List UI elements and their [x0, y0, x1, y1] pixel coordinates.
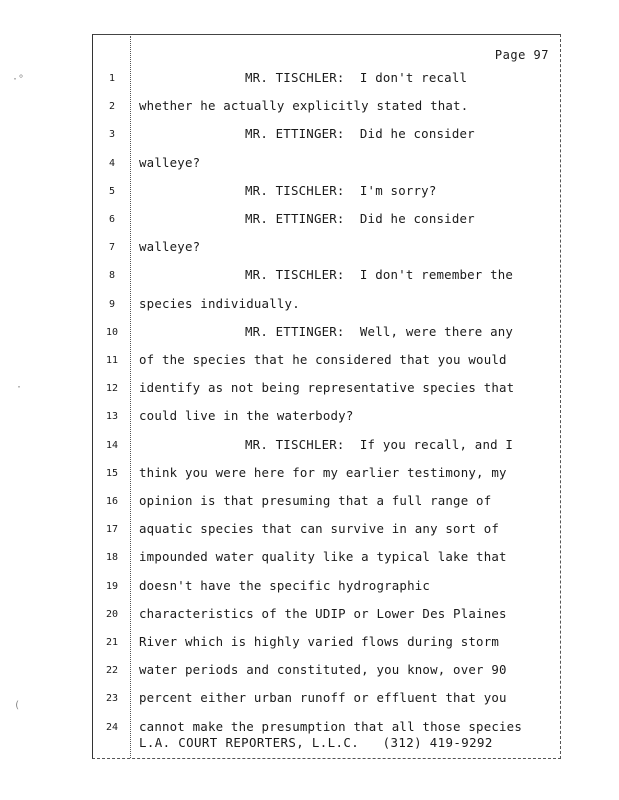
- transcript-line: [0, 211, 560, 231]
- line-number: 15: [105, 467, 119, 479]
- transcript-line: [0, 70, 560, 90]
- transcript-line: [0, 578, 560, 598]
- reporter-footer: L.A. COURT REPORTERS, L.L.C. (312) 419-9292: [139, 735, 493, 750]
- line-number: 16: [105, 496, 119, 507]
- transcript-line: [0, 606, 560, 626]
- transcript-line: [0, 493, 560, 513]
- line-text: cannot make the presumption that all those species: [139, 718, 522, 734]
- line-text: whether he actually explicitly stated that.: [139, 98, 469, 114]
- line-number: 5: [108, 185, 116, 197]
- line-number: 22: [105, 665, 119, 677]
- line-number: 2: [108, 101, 116, 113]
- line-text: walleye?: [139, 239, 201, 255]
- line-text: impounded water quality like a typical lake that: [139, 549, 507, 565]
- line-number: 6: [108, 214, 116, 225]
- line-number: 3: [108, 129, 116, 141]
- line-text: think you were here for my earlier testimony, my: [139, 464, 507, 480]
- line-text: opinion is that presuming that a full range of: [139, 493, 492, 508]
- line-number: 1: [108, 73, 116, 84]
- line-number: 13: [105, 411, 119, 423]
- transcript-line: [0, 408, 560, 428]
- transcript-line: [0, 437, 560, 457]
- transcript-line: [0, 98, 560, 118]
- line-number: 23: [105, 693, 119, 705]
- line-text: aquatic species that can survive in any sort of: [139, 521, 500, 537]
- line-text: MR. ETTINGER: Did he consider: [245, 211, 475, 226]
- line-text: water periods and constituted, you know, over 90: [139, 662, 507, 678]
- line-number: 17: [105, 524, 119, 536]
- transcript-line: [0, 690, 560, 710]
- transcript-line: [0, 634, 560, 654]
- line-text: River which is highly varied flows during storm: [139, 634, 500, 649]
- transcript-line: [0, 521, 560, 541]
- transcript-line: [0, 267, 560, 287]
- transcript-line: [0, 380, 560, 400]
- line-number: 24: [105, 721, 119, 733]
- line-text: could live in the waterbody?: [139, 408, 354, 424]
- line-text: doesn't have the specific hydrographic: [139, 577, 431, 593]
- line-text: MR. TISCHLER: I don't recall: [245, 70, 468, 85]
- line-text: MR. TISCHLER: I'm sorry?: [245, 182, 437, 198]
- line-number: 14: [105, 439, 119, 451]
- line-number: 9: [108, 298, 116, 310]
- line-text: MR. TISCHLER: I don't remember the: [245, 267, 514, 283]
- line-text: MR. ETTINGER: Well, were there any: [245, 323, 514, 339]
- page-number: Page 97: [494, 48, 549, 62]
- transcript-line: [0, 183, 560, 203]
- line-text: walleye?: [139, 154, 201, 170]
- line-text: MR. ETTINGER: Did he consider: [245, 126, 475, 142]
- scan-speck: (: [14, 700, 21, 711]
- transcript-line: [0, 324, 560, 344]
- line-number: 20: [105, 608, 119, 620]
- transcript-line: [0, 662, 560, 682]
- line-number: 8: [108, 270, 116, 282]
- scan-speck: ·: [16, 382, 23, 393]
- transcript-line: [0, 126, 560, 146]
- line-number: 18: [105, 552, 119, 564]
- line-text: of the species that he considered that you would: [139, 352, 507, 367]
- line-number: 19: [105, 580, 119, 592]
- transcript-line: [0, 549, 560, 569]
- transcript-line: [0, 352, 560, 372]
- line-text: identify as not being representative species that: [139, 380, 515, 396]
- line-number: 12: [105, 383, 119, 395]
- transcript-line: [0, 155, 560, 175]
- transcript-line: [0, 296, 560, 316]
- transcript-line: [0, 239, 560, 259]
- transcript-line: [0, 465, 560, 485]
- line-text: species individually.: [139, 295, 300, 311]
- scan-speck: ·°: [12, 74, 25, 85]
- line-number: 10: [105, 326, 119, 338]
- line-text: percent either urban runoff or effluent that you: [139, 690, 507, 706]
- line-text: characteristics of the UDIP or Lower Des Plaines: [139, 605, 507, 621]
- line-text: MR. TISCHLER: If you recall, and I: [245, 436, 514, 452]
- line-number: 11: [105, 355, 119, 366]
- line-number: 21: [105, 637, 119, 648]
- line-number: 4: [108, 157, 116, 169]
- line-number: 7: [108, 242, 116, 254]
